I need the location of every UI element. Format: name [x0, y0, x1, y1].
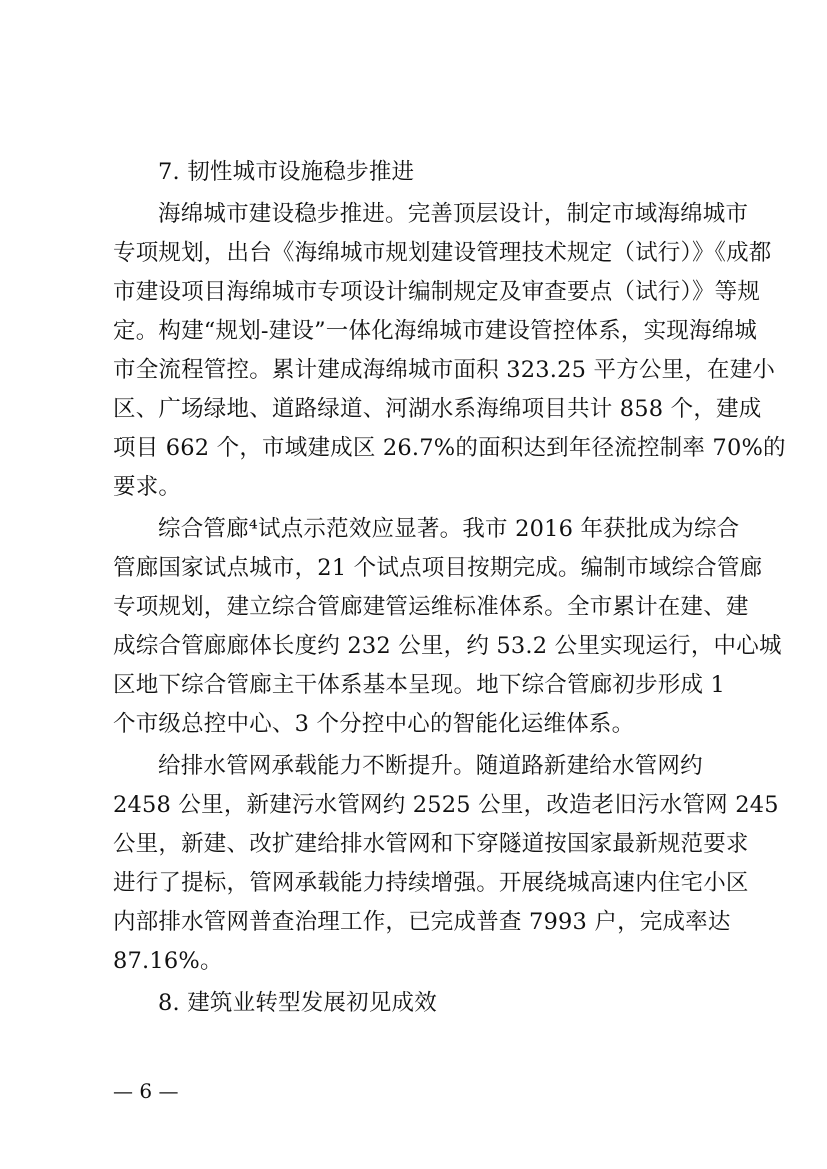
- paragraph-line: 要求。: [113, 474, 182, 500]
- section-heading-8: 8. 建筑业转型发展初见成效: [158, 990, 437, 1016]
- page-number: — 6 —: [113, 1079, 179, 1103]
- paragraph-line: 市全流程管控。累计建成海绵城市面积 323.25 平方公里，在建小: [113, 357, 776, 383]
- paragraph-line: 专项规划，出台《海绵城市规划建设管理技术规定（试行）》《成都: [113, 240, 772, 266]
- paragraph-line: 区、广场绿地、道路绿道、河湖水系海绵项目共计 858 个，建成: [113, 396, 762, 422]
- paragraph-line: 内部排水管网普查治理工作，已完成普查 7993 户，完成率达: [113, 909, 731, 935]
- paragraph-line: 专项规划，建立综合管廊建管运维标准体系。全市累计在建、建: [113, 594, 749, 620]
- paragraph-line: 公里，新建、改扩建给排水管网和下穿隧道按国家最新规范要求: [113, 831, 749, 857]
- paragraph-line: 综合管廊⁴试点示范效应显著。我市 2016 年获批成为综合: [158, 516, 740, 542]
- section-heading-7: 7. 韧性城市设施稳步推进: [158, 159, 415, 185]
- paragraph-line: 项目 662 个，市域建成区 26.7%的面积达到年径流控制率 70%的: [113, 435, 786, 461]
- paragraph-line: 2458 公里，新建污水管网约 2525 公里，改造老旧污水管网 245: [113, 792, 779, 818]
- paragraph-line: 个市级总控中心、3 个分控中心的智能化运维体系。: [113, 711, 635, 737]
- paragraph-line: 进行了提标，管网承载能力持续增强。开展绕城高速内住宅小区: [113, 870, 749, 896]
- paragraph-line: 市建设项目海绵城市专项设计编制规定及审查要点（试行）》等规: [113, 279, 761, 305]
- paragraph-line: 87.16%。: [113, 948, 223, 974]
- paragraph-line: 区地下综合管廊主干体系基本呈现。地下综合管廊初步形成 1: [113, 672, 726, 698]
- paragraph-line: 成综合管廊廊体长度约 232 公里，约 53.2 公里实现运行，中心城: [113, 633, 782, 659]
- paragraph-line: 海绵城市建设稳步推进。完善顶层设计，制定市域海绵城市: [158, 201, 749, 227]
- paragraph-line: 管廊国家试点城市，21 个试点项目按期完成。编制市域综合管廊: [113, 555, 763, 581]
- paragraph-line: 定。构建“规划-建设”一体化海绵城市建设管控体系，实现海绵城: [113, 318, 758, 344]
- paragraph-line: 给排水管网承载能力不断提升。随道路新建给水管网约: [158, 753, 703, 779]
